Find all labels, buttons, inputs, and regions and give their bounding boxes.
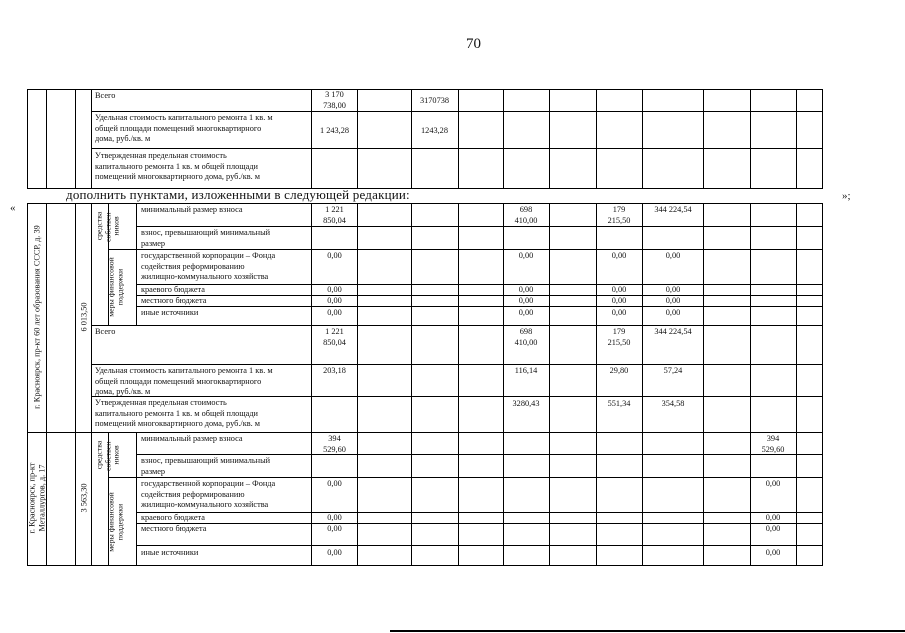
b1-state-c1: 0,00: [327, 251, 342, 260]
b1-unit-c1: 203,18: [323, 366, 346, 375]
b2-other-label: иные источники: [141, 548, 199, 557]
b1-regional-c3: 0,00: [611, 285, 627, 294]
block1-owners-group: средства собствен- ников: [94, 209, 121, 243]
b1-regional-label: краевого бюджета: [141, 285, 205, 294]
b1-limit-label: Утвержденная предельная стоимость капитального ремонта 1 кв. м общей площади помещений многоквартирного дома, руб./кв. м: [95, 398, 261, 428]
b2-local-label: местного бюджета: [141, 524, 207, 533]
top-unit-cost-value: 1 243,28: [319, 126, 350, 135]
b2-regional-c9: 0,00: [765, 513, 781, 522]
b1-unit-label: Удельная стоимость капитального ремонта 1 кв. м общей площади помещений многоквартирного дома, руб./кв. м: [95, 366, 273, 396]
b2-min-label: минимальный размер взноса: [141, 434, 243, 443]
b1-total-label: Всего: [95, 327, 116, 336]
b1-local-c3: 0,00: [611, 296, 627, 305]
top-unit-cost-label: Удельная стоимость капитального ремонта 1 кв. м общей площади помещений многоквартирного дома, руб./кв. м: [95, 113, 273, 143]
block2-owners-group: средства собствен- ников: [94, 438, 121, 472]
b1-limit-c3: 551,34: [607, 399, 631, 408]
b1-regional-c4: 0,00: [665, 285, 681, 294]
b1-state-label: государственной корпорации – Фонда содействия реформированию жилищно-коммунального хозяйства: [141, 251, 276, 281]
b1-local-c1: 0,00: [327, 296, 342, 305]
block1-address: г. Красноярск, пр-кт 60 лет образования СССР, д. 39: [32, 225, 42, 409]
b1-unit-c4: 57,24: [663, 366, 683, 375]
scan-edge-line: [390, 630, 905, 632]
top-total-label: Всего: [95, 91, 116, 100]
b2-regional-c1: 0,00: [327, 513, 342, 522]
b1-unit-c2: 116,14: [514, 366, 538, 375]
top-total-value-alt: 3170738: [419, 96, 450, 105]
block1-support-group: меры финансовой поддержки: [106, 257, 124, 317]
b2-state-c9: 0,00: [765, 479, 781, 488]
b1-other-label: иные источники: [141, 308, 199, 317]
b2-regional-label: краевого бюджета: [141, 513, 205, 522]
b1-min-c1: 1 221 850,04: [323, 205, 346, 225]
b1-unit-c3: 29,80: [609, 366, 629, 375]
open-quote: «: [10, 202, 16, 214]
b1-min-c3: 179 215,50: [607, 205, 631, 225]
b1-excess-label: взнос, превышающий минимальный размер: [141, 228, 271, 248]
b1-state-c3: 0,00: [611, 251, 627, 260]
b2-local-c1: 0,00: [327, 524, 342, 533]
top-total-value: 3 170 738,00: [323, 90, 346, 110]
b1-local-label: местного бюджета: [141, 296, 207, 305]
b1-min-c4: 344 224,54: [654, 205, 692, 214]
b2-min-c1: 394 529,60: [323, 434, 346, 454]
b1-regional-c2: 0,00: [518, 285, 534, 294]
b1-local-c2: 0,00: [518, 296, 534, 305]
b1-total-c2: 698 410,00: [514, 327, 538, 347]
b1-state-c2: 0,00: [518, 251, 534, 260]
close-quote: »;: [842, 190, 851, 202]
b1-other-c3: 0,00: [611, 308, 627, 317]
b1-limit-c2: 3280,43: [512, 399, 540, 408]
b1-state-c4: 0,00: [665, 251, 681, 260]
b1-min-label: минимальный размер взноса: [141, 205, 243, 214]
b1-regional-c1: 0,00: [327, 285, 342, 294]
b1-total-c1: 1 221 850,04: [323, 327, 346, 347]
b2-other-c1: 0,00: [327, 548, 342, 557]
block2-address: г. Красноярск, пр-кт Металлургов, д. 17: [27, 462, 46, 534]
b1-local-c4: 0,00: [665, 296, 681, 305]
b1-total-c4: 344 224,54: [654, 327, 692, 336]
b2-min-c9: 394 529,60: [761, 434, 785, 454]
b1-other-c2: 0,00: [518, 308, 534, 317]
b1-other-c4: 0,00: [665, 308, 681, 317]
b2-excess-label: взнос, превышающий минимальный размер: [141, 456, 271, 476]
b1-other-c1: 0,00: [327, 308, 342, 317]
b1-min-c2: 698 410,00: [514, 205, 538, 225]
b1-total-c3: 179 215,50: [607, 327, 631, 347]
b1-limit-c4: 354,58: [661, 399, 685, 408]
instruction-text: дополнить пунктами, изложенными в следующей редакции:: [66, 187, 410, 202]
block1-area: 6 013,50: [79, 302, 89, 332]
block2-area: 3 563,30: [79, 483, 89, 513]
top-limit-cost-label: Утвержденная предельная стоимость капитального ремонта 1 кв. м общей площади помещений многоквартирного дома, руб./кв. м: [95, 151, 261, 181]
b2-state-label: государственной корпорации – Фонда содействия реформированию жилищно-коммунального хозяйства: [141, 479, 276, 509]
top-unit-cost-value-alt: 1243,28: [421, 126, 448, 135]
b2-other-c9: 0,00: [765, 548, 781, 557]
b2-local-c9: 0,00: [765, 524, 781, 533]
page-number: 70: [466, 36, 481, 52]
b2-state-c1: 0,00: [327, 479, 342, 488]
block2-support-group: меры финансовой поддержки: [106, 492, 124, 552]
